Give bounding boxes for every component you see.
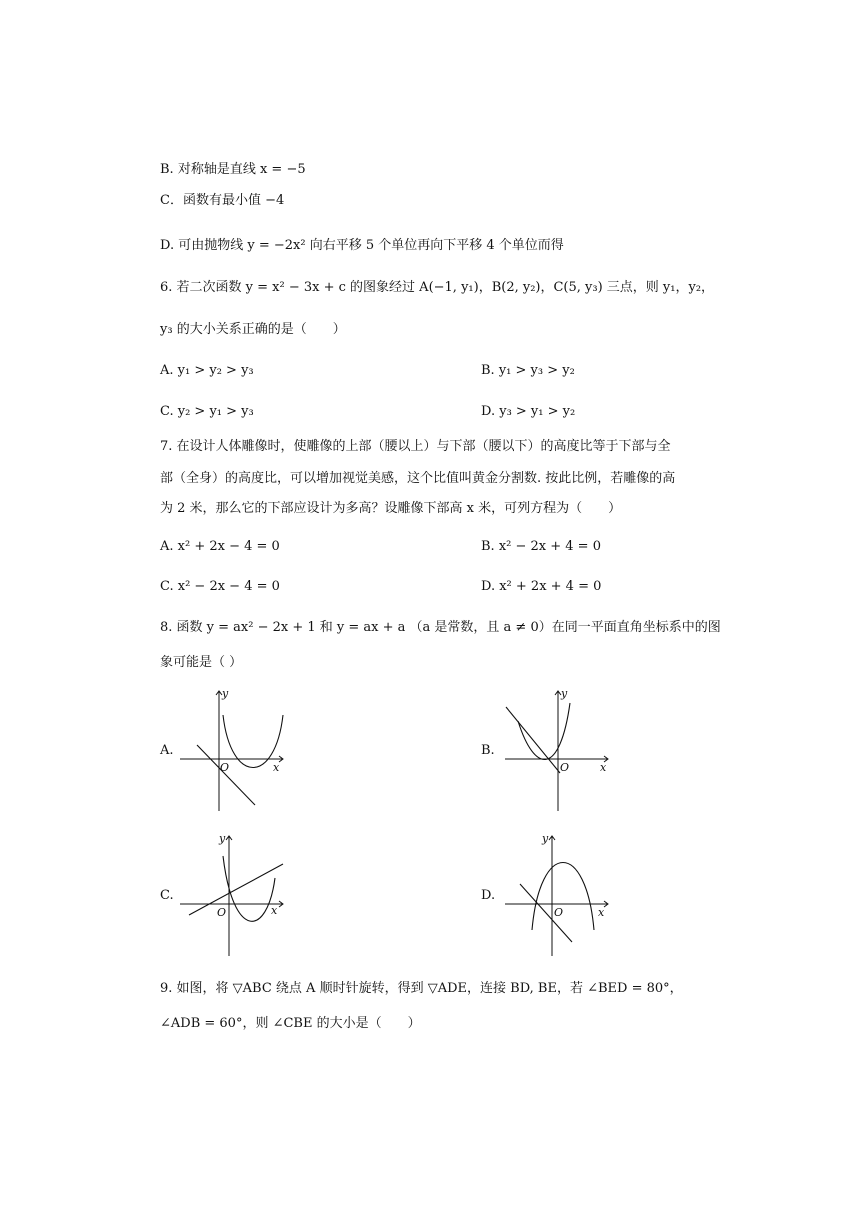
q8-graph-c-label[interactable]: C. xyxy=(160,888,174,903)
q7-stem-line3: 为 2 米，那么它的下部应设计为多高？设雕像下部高 x 米，可列方程为（ ） xyxy=(160,501,622,516)
q7-option-b[interactable]: B. x² − 2x + 4 = 0 xyxy=(481,539,601,554)
q8-graph-b-label[interactable]: B. xyxy=(481,743,495,758)
q8-graph-c-x-label: x xyxy=(271,904,278,917)
q8-graph-a[interactable] xyxy=(175,685,290,815)
q5-option-c[interactable]: C．函数有最小值 −4 xyxy=(160,193,285,208)
q6-stem-line2: y₃ 的大小关系正确的是（ ） xyxy=(160,322,346,337)
q8-stem-line2: 象可能是（ ） xyxy=(160,655,243,670)
q8-graph-c-y-label: y xyxy=(219,832,226,845)
q6-option-c[interactable]: C. y₂ > y₁ > y₃ xyxy=(160,404,254,419)
q6-option-b[interactable]: B. y₁ > y₃ > y₂ xyxy=(481,363,575,378)
q8-stem-line1: 8. 函数 y = ax² − 2x + 1 和 y = ax + a （a 是常数，且 a ≠ 0）在同一平面直角坐标系中的图 xyxy=(160,620,721,635)
q8-graph-d-label[interactable]: D. xyxy=(481,888,496,903)
q8-graph-c-origin-label: O xyxy=(217,906,227,919)
q8-graph-d-x-label: x xyxy=(598,906,605,919)
q7-option-c[interactable]: C. x² − 2x − 4 = 0 xyxy=(160,579,280,594)
q8-graph-b-x-label: x xyxy=(600,761,607,774)
q6-option-a[interactable]: A. y₁ > y₂ > y₃ xyxy=(160,363,254,378)
q8-graph-c[interactable] xyxy=(175,830,290,960)
q8-graph-d-origin-label: O xyxy=(554,906,564,919)
q6-stem-line1: 6. 若二次函数 y = x² − 3x + c 的图象经过 A(−1, y₁)，B(2, y₂)，C(5, y₃) 三点，则 y₁，y₂， xyxy=(160,280,715,295)
q7-option-d[interactable]: D. x² + 2x + 4 = 0 xyxy=(481,579,602,594)
q8-graph-a-x-label: x xyxy=(273,761,280,774)
q7-stem-line1: 7. 在设计人体雕像时，使雕像的上部（腰以上）与下部（腰以下）的高度比等于下部与全 xyxy=(160,439,671,454)
q9-stem-line1: 9. 如图，将 ▽ABC 绕点 A 顺时针旋转，得到 ▽ADE，连接 BD, BE，若 ∠BED = 80°， xyxy=(160,981,683,996)
q8-graph-b[interactable] xyxy=(500,685,615,815)
q8-graph-b-y-label: y xyxy=(561,687,568,700)
q8-graph-a-y-label: y xyxy=(222,687,229,700)
q6-option-d[interactable]: D. y₃ > y₁ > y₂ xyxy=(481,404,576,419)
q8-graph-d-y-label: y xyxy=(542,832,549,845)
q5-option-d[interactable]: D. 可由抛物线 y = −2x² 向右平移 5 个单位再向下平移 4 个单位而得 xyxy=(160,238,564,253)
q8-graph-a-origin-label: O xyxy=(220,761,230,774)
q5-option-b[interactable]: B. 对称轴是直线 x = −5 xyxy=(160,162,306,177)
q8-graph-b-origin-label: O xyxy=(560,761,570,774)
q7-stem-line2: 部（全身）的高度比，可以增加视觉美感，这个比值叫黄金分割数. 按此比例，若雕像的高 xyxy=(160,471,676,486)
q7-option-a[interactable]: A. x² + 2x − 4 = 0 xyxy=(160,539,280,554)
q9-stem-line2: ∠ADB = 60°，则 ∠CBE 的大小是（ ） xyxy=(160,1016,421,1031)
q8-graph-a-label[interactable]: A. xyxy=(160,743,174,758)
q8-graph-d[interactable] xyxy=(500,830,615,960)
